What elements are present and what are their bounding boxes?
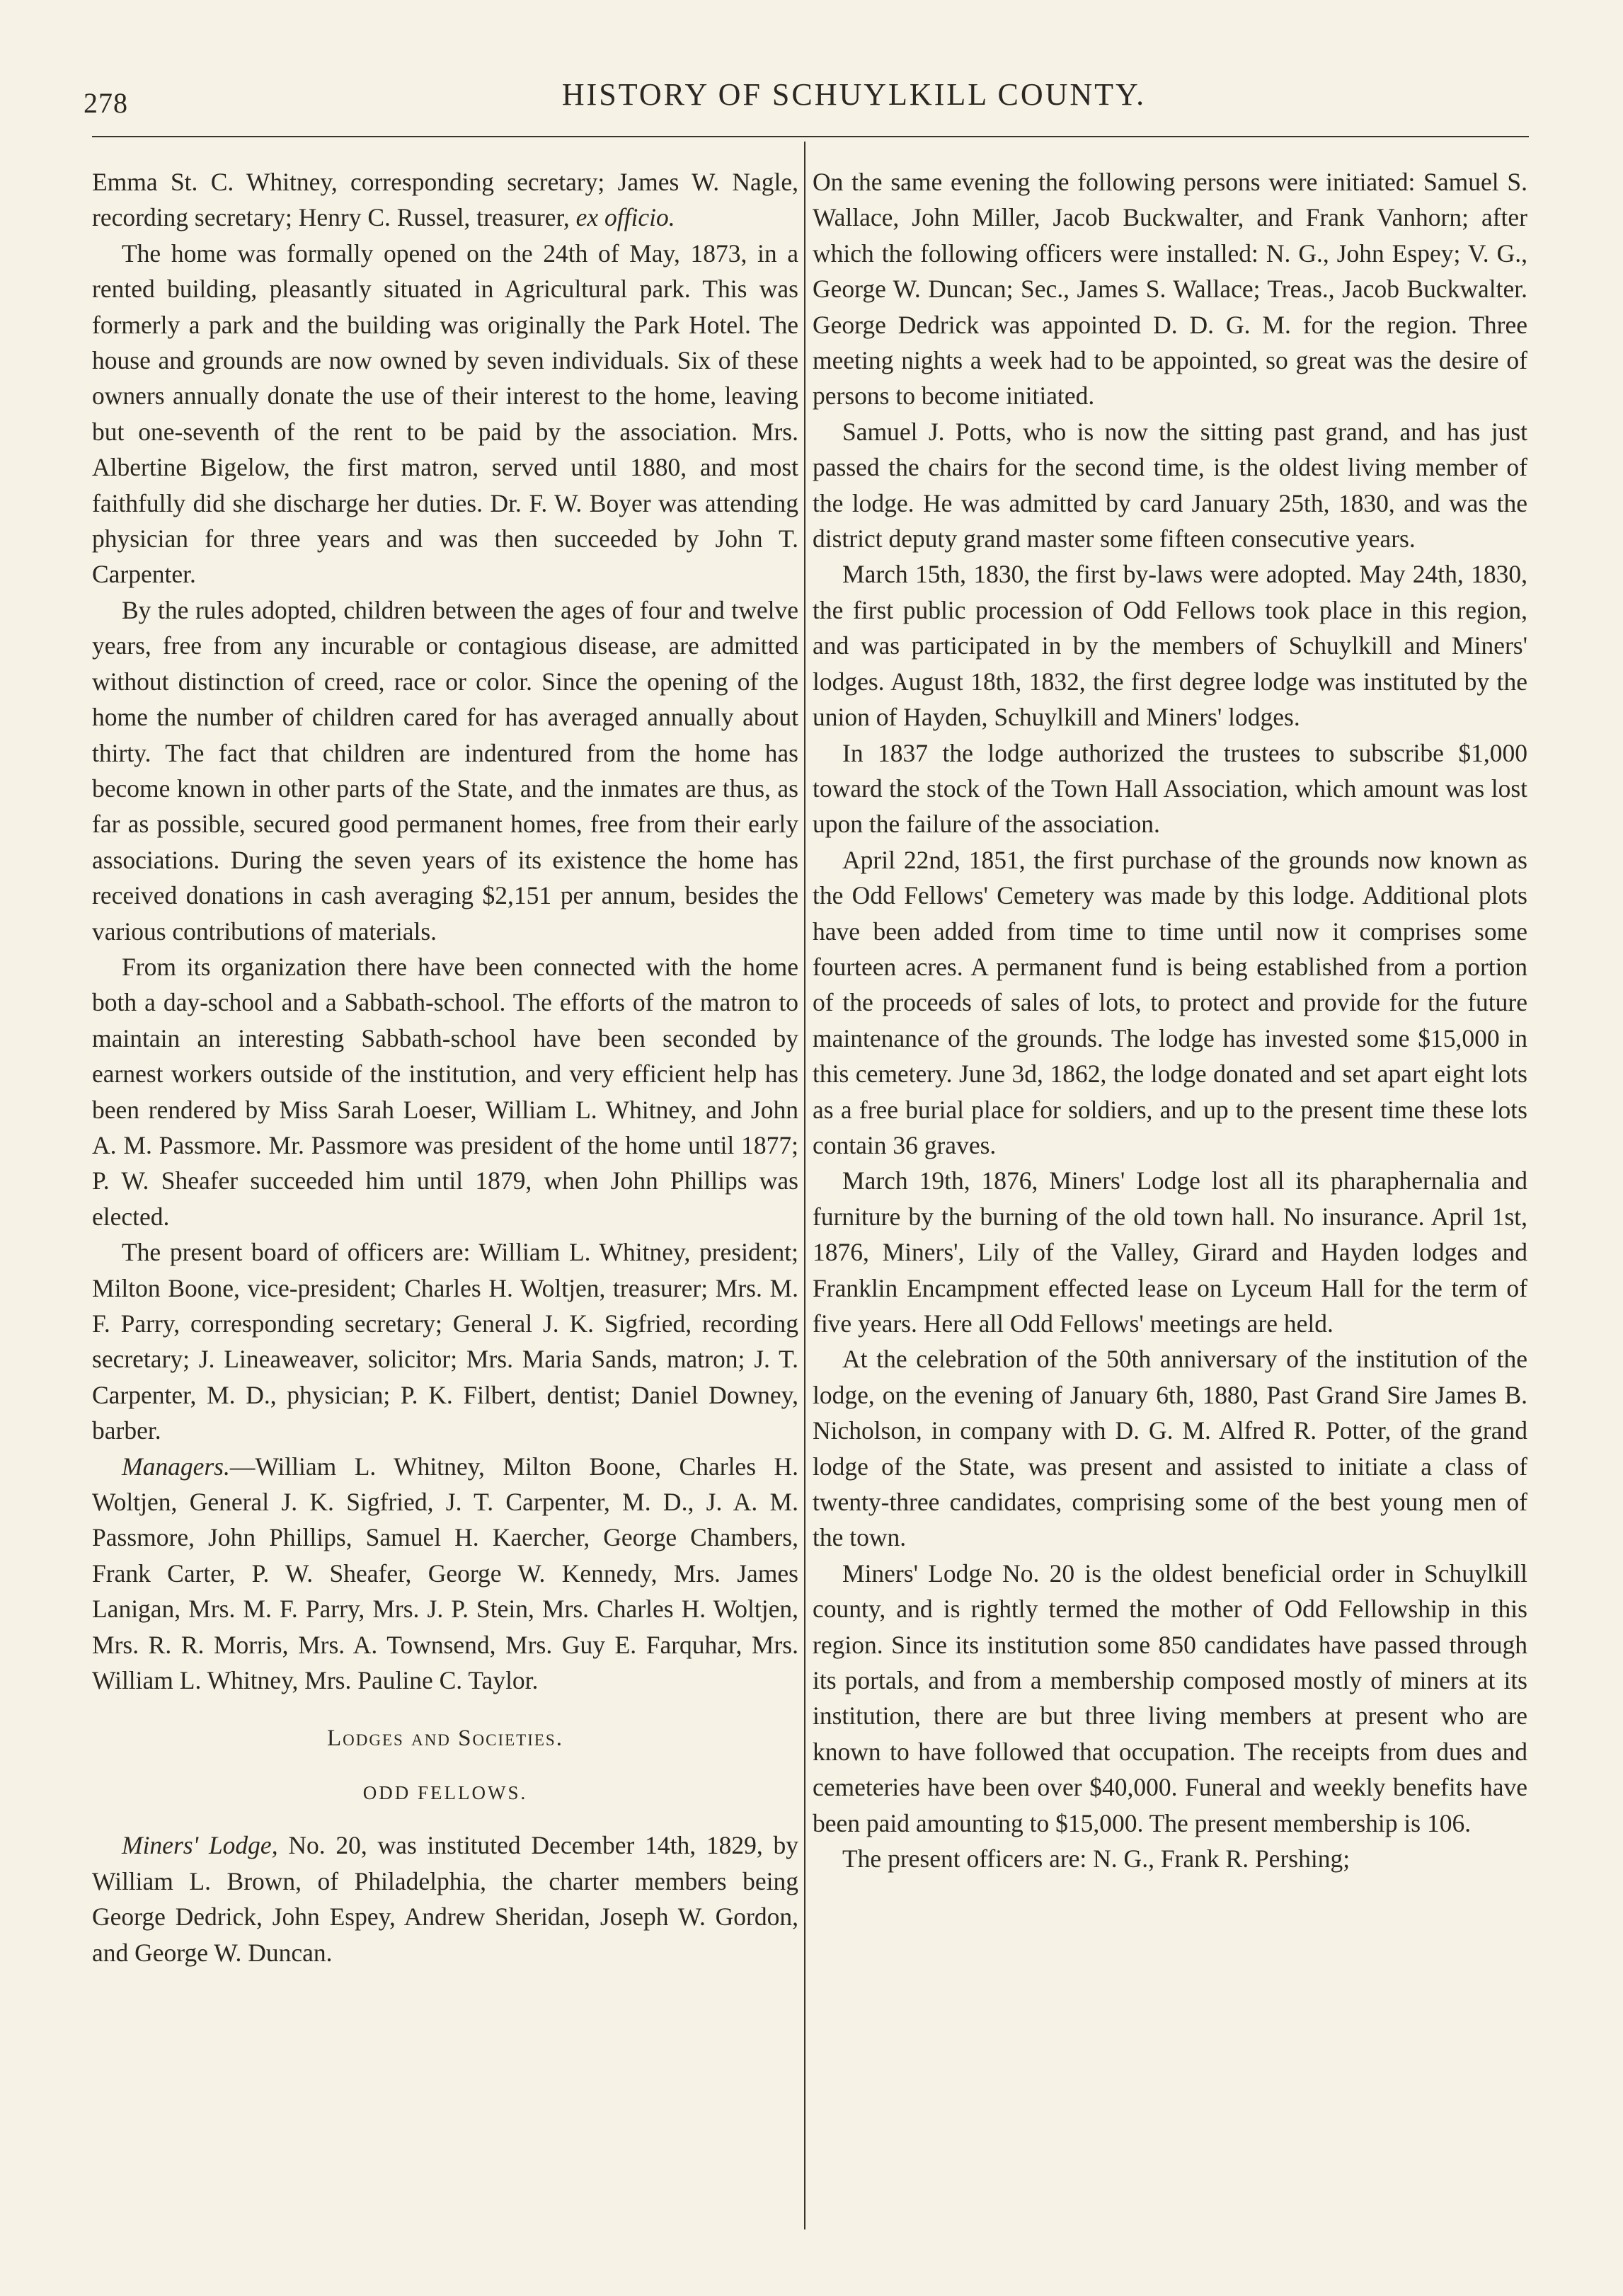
paragraph: Samuel J. Potts, who is now the sitting past grand, and has just passed the chairs for the second time, is the oldest living member of the lodge. He was admitted by card January 25th, 1830, and was the district deputy grand master some fifteen consecutive years. bbox=[813, 417, 1527, 553]
paragraph: April 22nd, 1851, the first purchase of the grounds now known as the Odd Fellows' Cemetery was made by this lodge. Additional plots have been added from time to time until now it comprises some fourteen acres. A permanent fund is being established from a portion of the proceeds of sales of lots, to protect and provide for the future maintenance of the grounds. The lodge has invested some $15,000 in this cemetery. June 3d, 1862, the lodge donated and set apart eight lots as a free burial place for soldiers, and up to the present time these lots contain 36 graves. bbox=[813, 845, 1527, 1159]
paragraph: The present board of officers are: William L. Whitney, president; Milton Boone, vice-president; Charles H. Woltjen, treasurer; Mrs. M. F. Parry, corresponding secretary; General J. K. Sigfried, recording secretary; J. Lineaweaver, solicitor; Mrs. Maria Sands, matron; J. T. Carpenter, M. D., physician; P. K. Filbert, dentist; Daniel Downey, barber. bbox=[92, 1238, 798, 1445]
paragraph: March 19th, 1876, Miners' Lodge lost all its pharaphernalia and furniture by the burning of the old town hall. No insurance. April 1st, 1876, Miners', Lily of the Valley, Girard and Hayden lodges and Franklin Encampment effected lease on Lyceum Hall for the term of five years. Here all Odd Fellows' meetings are held. bbox=[813, 1166, 1527, 1338]
left-column bbox=[92, 164, 798, 1970]
paragraph: On the same evening the following persons were initiated: Samuel S. Wallace, John Miller, Jacob Buckwalter, and Frank Vanhorn; after which the following officers were installed: N. G., John Espey; V. G., George W. Duncan; Sec., James S. Wallace; Treas., Jacob Buckwalter. George Dedrick was appointed D. D. G. M. for the region. Three meeting nights a week had to be appointed, so great was the desire of persons to become initiated. bbox=[813, 168, 1527, 411]
paragraph-text: Emma St. C. Whitney, corresponding secretary; James W. Nagle, recording secretary; Henry C. Russel, treasurer, bbox=[92, 168, 798, 232]
paragraph bbox=[92, 1827, 798, 1970]
column-divider bbox=[804, 142, 805, 2229]
paragraph bbox=[92, 1449, 798, 1699]
paragraph: From its organization there have been connected with the home both a day-school and a Sabbath-school. The efforts of the matron to maintain an interesting Sabbath-school have been seconded by earnest workers outside of the institution, and very efficient help has been rendered by Miss Sarah Loeser, William L. Whitney, and John A. M. Passmore. Mr. Passmore was president of the home until 1877; P. W. Sheafer succeeded him until 1879, when John Phillips was elected. bbox=[92, 952, 798, 1231]
paragraph bbox=[92, 164, 798, 236]
paragraph: The home was formally opened on the 24th of May, 1873, in a rented building, pleasantly situated in Agricultural park. This was formerly a park and the building was originally the Park Hotel. The house and grounds are now owned by seven individuals. Six of these owners annually donate the use of their interest to the home, leaving but one-seventh of the rent to be paid by the association. Mrs. Albertine Bigelow, the first matron, served until 1880, and most faithfully did she discharge her duties. Dr. F. W. Boyer was attending physician for three years and was then succeeded by John T. Carpenter. bbox=[92, 239, 798, 589]
italic-phrase: ex officio. bbox=[575, 203, 675, 232]
right-column bbox=[813, 164, 1527, 1877]
running-head: HISTORY OF SCHUYLKILL COUNTY. bbox=[561, 77, 1147, 112]
paragraph-text: No. 20, was instituted December 14th, 1829, by William L. Brown, of Philadelphia, the charter members being George Dedrick, John Espey, Andrew Sheridan, Joseph W. Gordon, and George W. Duncan. bbox=[92, 1831, 798, 1967]
subsection-heading: ODD FELLOWS. bbox=[362, 1781, 528, 1803]
paragraph-text: —William L. Whitney, Milton Boone, Charles H. Woltjen, General J. K. Sigfried, J. T. Carpenter, M. D., J. A. M. Passmore, John Phillips, Samuel H. Kaercher, George Chambers, Frank Carter, P. W. Sheafer, George W. Kennedy, Mrs. James Lanigan, Mrs. M. F. Parry, Mrs. J. P. Stein, Mrs. Charles H. Woltjen, Mrs. R. R. Morris, Mrs. A. Townsend, Mrs. Guy E. Farquhar, Mrs. William L. Whitney, Mrs. Pauline C. Taylor. bbox=[92, 1452, 798, 1695]
paragraph: March 15th, 1830, the first by-laws were adopted. May 24th, 1830, the first public procession of Odd Fellows took place in this region, and was participated in by the members of Schuylkill and Miners' lodges. August 18th, 1832, the first degree lodge was instituted by the union of Hayden, Schuylkill and Miners' lodges. bbox=[813, 560, 1527, 732]
header-rule bbox=[92, 136, 1529, 137]
page-number: 278 bbox=[84, 87, 128, 119]
paragraph: Miners' Lodge No. 20 is the oldest beneficial order in Schuylkill county, and is rightly termed the mother of Odd Fellowship in this region. Since its institution some 850 candidates have passed through its portals, and from a membership composed mostly of miners at its institution, there are but three living members at present who are known to have followed that occupation. The receipts from dues and cemeteries have been over $40,000. Funeral and weekly benefits have been paid amounting to $15,000. The present membership is 106. bbox=[813, 1559, 1527, 1837]
paragraph: By the rules adopted, children between the ages of four and twelve years, free from any incurable or contagious disease, are admitted without distinction of creed, race or color. Since the opening of the home the number of children cared for has averaged annually about thirty. The fact that children are indentured from the home has become known in other parts of the State, and the inmates are thus, as far as possible, secured good permanent homes, free from their early associations. During the seven years of its existence the home has received donations in cash averaging $2,151 per annum, besides the various contributions of materials. bbox=[92, 595, 798, 946]
paragraph: In 1837 the lodge authorized the trustees to subscribe $1,000 toward the stock of the Town Hall Association, which amount was lost upon the failure of the association. bbox=[813, 738, 1527, 839]
section-heading: Lodges and Societies. bbox=[327, 1726, 563, 1752]
paragraph: The present officers are: N. G., Frank R. Pershing; bbox=[842, 1844, 1350, 1873]
lodge-name: Miners' Lodge, bbox=[122, 1831, 278, 1860]
paragraph: At the celebration of the 50th anniversary of the institution of the lodge, on the evening of January 6th, 1880, Past Grand Sire James B. Nicholson, in company with D. G. M. Alfred R. Potter, of the grand lodge of the State, was present and assisted to initiate a class of twenty-three candidates, comprising some of the best young men of the town. bbox=[813, 1345, 1527, 1552]
managers-label: Managers. bbox=[122, 1452, 230, 1481]
